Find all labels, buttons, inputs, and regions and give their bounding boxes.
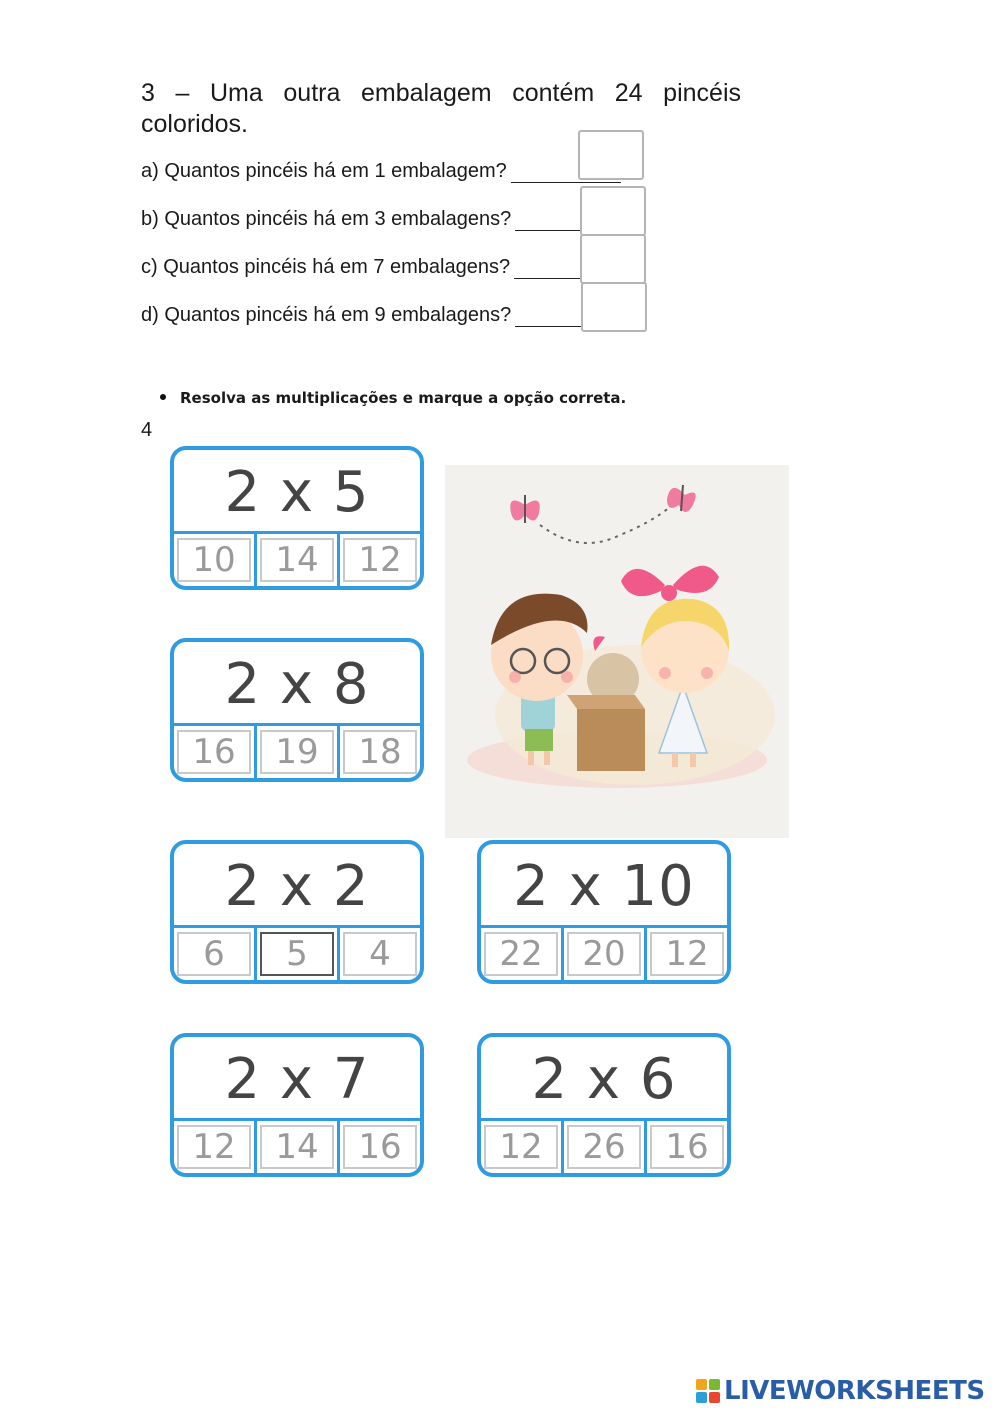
option-value: 16 — [177, 730, 251, 774]
children-illustration — [445, 465, 789, 838]
option-value: 14 — [260, 538, 334, 582]
question-3d-label: d) Quantos pincéis há em 9 embalagens? — [141, 304, 512, 326]
option-value: 4 — [343, 932, 417, 976]
multiplication-card-2x7 — [170, 1033, 424, 1177]
option-value: 20 — [567, 932, 641, 976]
question-3b — [141, 208, 625, 231]
logo-text: LIVEWORKSHEETS — [724, 1376, 985, 1406]
option-value: 12 — [484, 1125, 558, 1169]
multiplication-card-2x5 — [170, 446, 424, 590]
option[interactable] — [340, 534, 420, 586]
option[interactable] — [647, 928, 727, 980]
liveworksheets-logo — [696, 1376, 985, 1406]
option[interactable] — [174, 726, 257, 778]
card-options — [174, 1118, 420, 1173]
option[interactable] — [257, 928, 340, 980]
multiplication-card-2x2 — [170, 840, 424, 984]
option-value: 12 — [177, 1125, 251, 1169]
option[interactable] — [174, 534, 257, 586]
card-expression: 2 x 5 — [224, 459, 370, 525]
option[interactable] — [174, 1121, 257, 1173]
option-value: 22 — [484, 932, 558, 976]
card-expression: 2 x 8 — [224, 651, 370, 717]
option[interactable] — [647, 1121, 727, 1173]
option-value: 18 — [343, 730, 417, 774]
answer-box-3c[interactable] — [580, 234, 646, 284]
card-expression: 2 x 2 — [224, 853, 370, 919]
question-3c-label: c) Quantos pincéis há em 7 embalagens? — [141, 256, 511, 278]
question-3c — [141, 256, 622, 279]
liveworksheets-logo-icon — [696, 1379, 720, 1403]
question-3a-label: a) Quantos pincéis há em 1 embalagem? — [141, 160, 507, 182]
card-expression: 2 x 6 — [531, 1046, 677, 1112]
option-value: 10 — [177, 538, 251, 582]
option-value: 12 — [650, 932, 724, 976]
bullet-icon — [160, 394, 166, 400]
option[interactable] — [481, 928, 564, 980]
card-options — [481, 1118, 727, 1173]
question-3-title: 3 – Uma outra embalagem contém 24 pincéis coloridos. — [141, 79, 741, 138]
butterfly-icon — [510, 495, 539, 523]
option-value: 5 — [260, 932, 334, 976]
option-value: 14 — [260, 1125, 334, 1169]
card-options — [481, 925, 727, 980]
option[interactable] — [174, 928, 257, 980]
option-value: 26 — [567, 1125, 641, 1169]
option-value: 12 — [343, 538, 417, 582]
instruction — [160, 389, 626, 407]
option[interactable] — [340, 928, 420, 980]
option-value: 6 — [177, 932, 251, 976]
option-value: 16 — [343, 1125, 417, 1169]
multiplication-card-2x6 — [477, 1033, 731, 1177]
option[interactable] — [340, 1121, 420, 1173]
multiplication-card-2x8 — [170, 638, 424, 782]
answer-box-3b[interactable] — [580, 186, 646, 236]
card-options — [174, 531, 420, 586]
option[interactable] — [340, 726, 420, 778]
multiplication-card-2x10 — [477, 840, 731, 984]
card-options — [174, 925, 420, 980]
option[interactable] — [257, 1121, 340, 1173]
question-4-number: 4 — [141, 419, 153, 441]
butterfly-icon — [667, 485, 696, 512]
question-3b-label: b) Quantos pincéis há em 3 embalagens? — [141, 208, 512, 230]
option-value: 19 — [260, 730, 334, 774]
option[interactable] — [257, 726, 340, 778]
question-3d — [141, 304, 625, 327]
option[interactable] — [481, 1121, 564, 1173]
card-expression: 2 x 7 — [224, 1046, 370, 1112]
card-options — [174, 723, 420, 778]
card-expression: 2 x 10 — [513, 853, 695, 919]
question-3a — [141, 160, 621, 183]
instruction-text: Resolva as multiplicações e marque a opção correta. — [180, 389, 627, 407]
answer-box-3a[interactable] — [578, 130, 644, 180]
answer-box-3d[interactable] — [581, 282, 647, 332]
option[interactable] — [564, 928, 647, 980]
option[interactable] — [257, 534, 340, 586]
option-value: 16 — [650, 1125, 724, 1169]
children-with-puppy-image — [445, 465, 789, 838]
option[interactable] — [564, 1121, 647, 1173]
